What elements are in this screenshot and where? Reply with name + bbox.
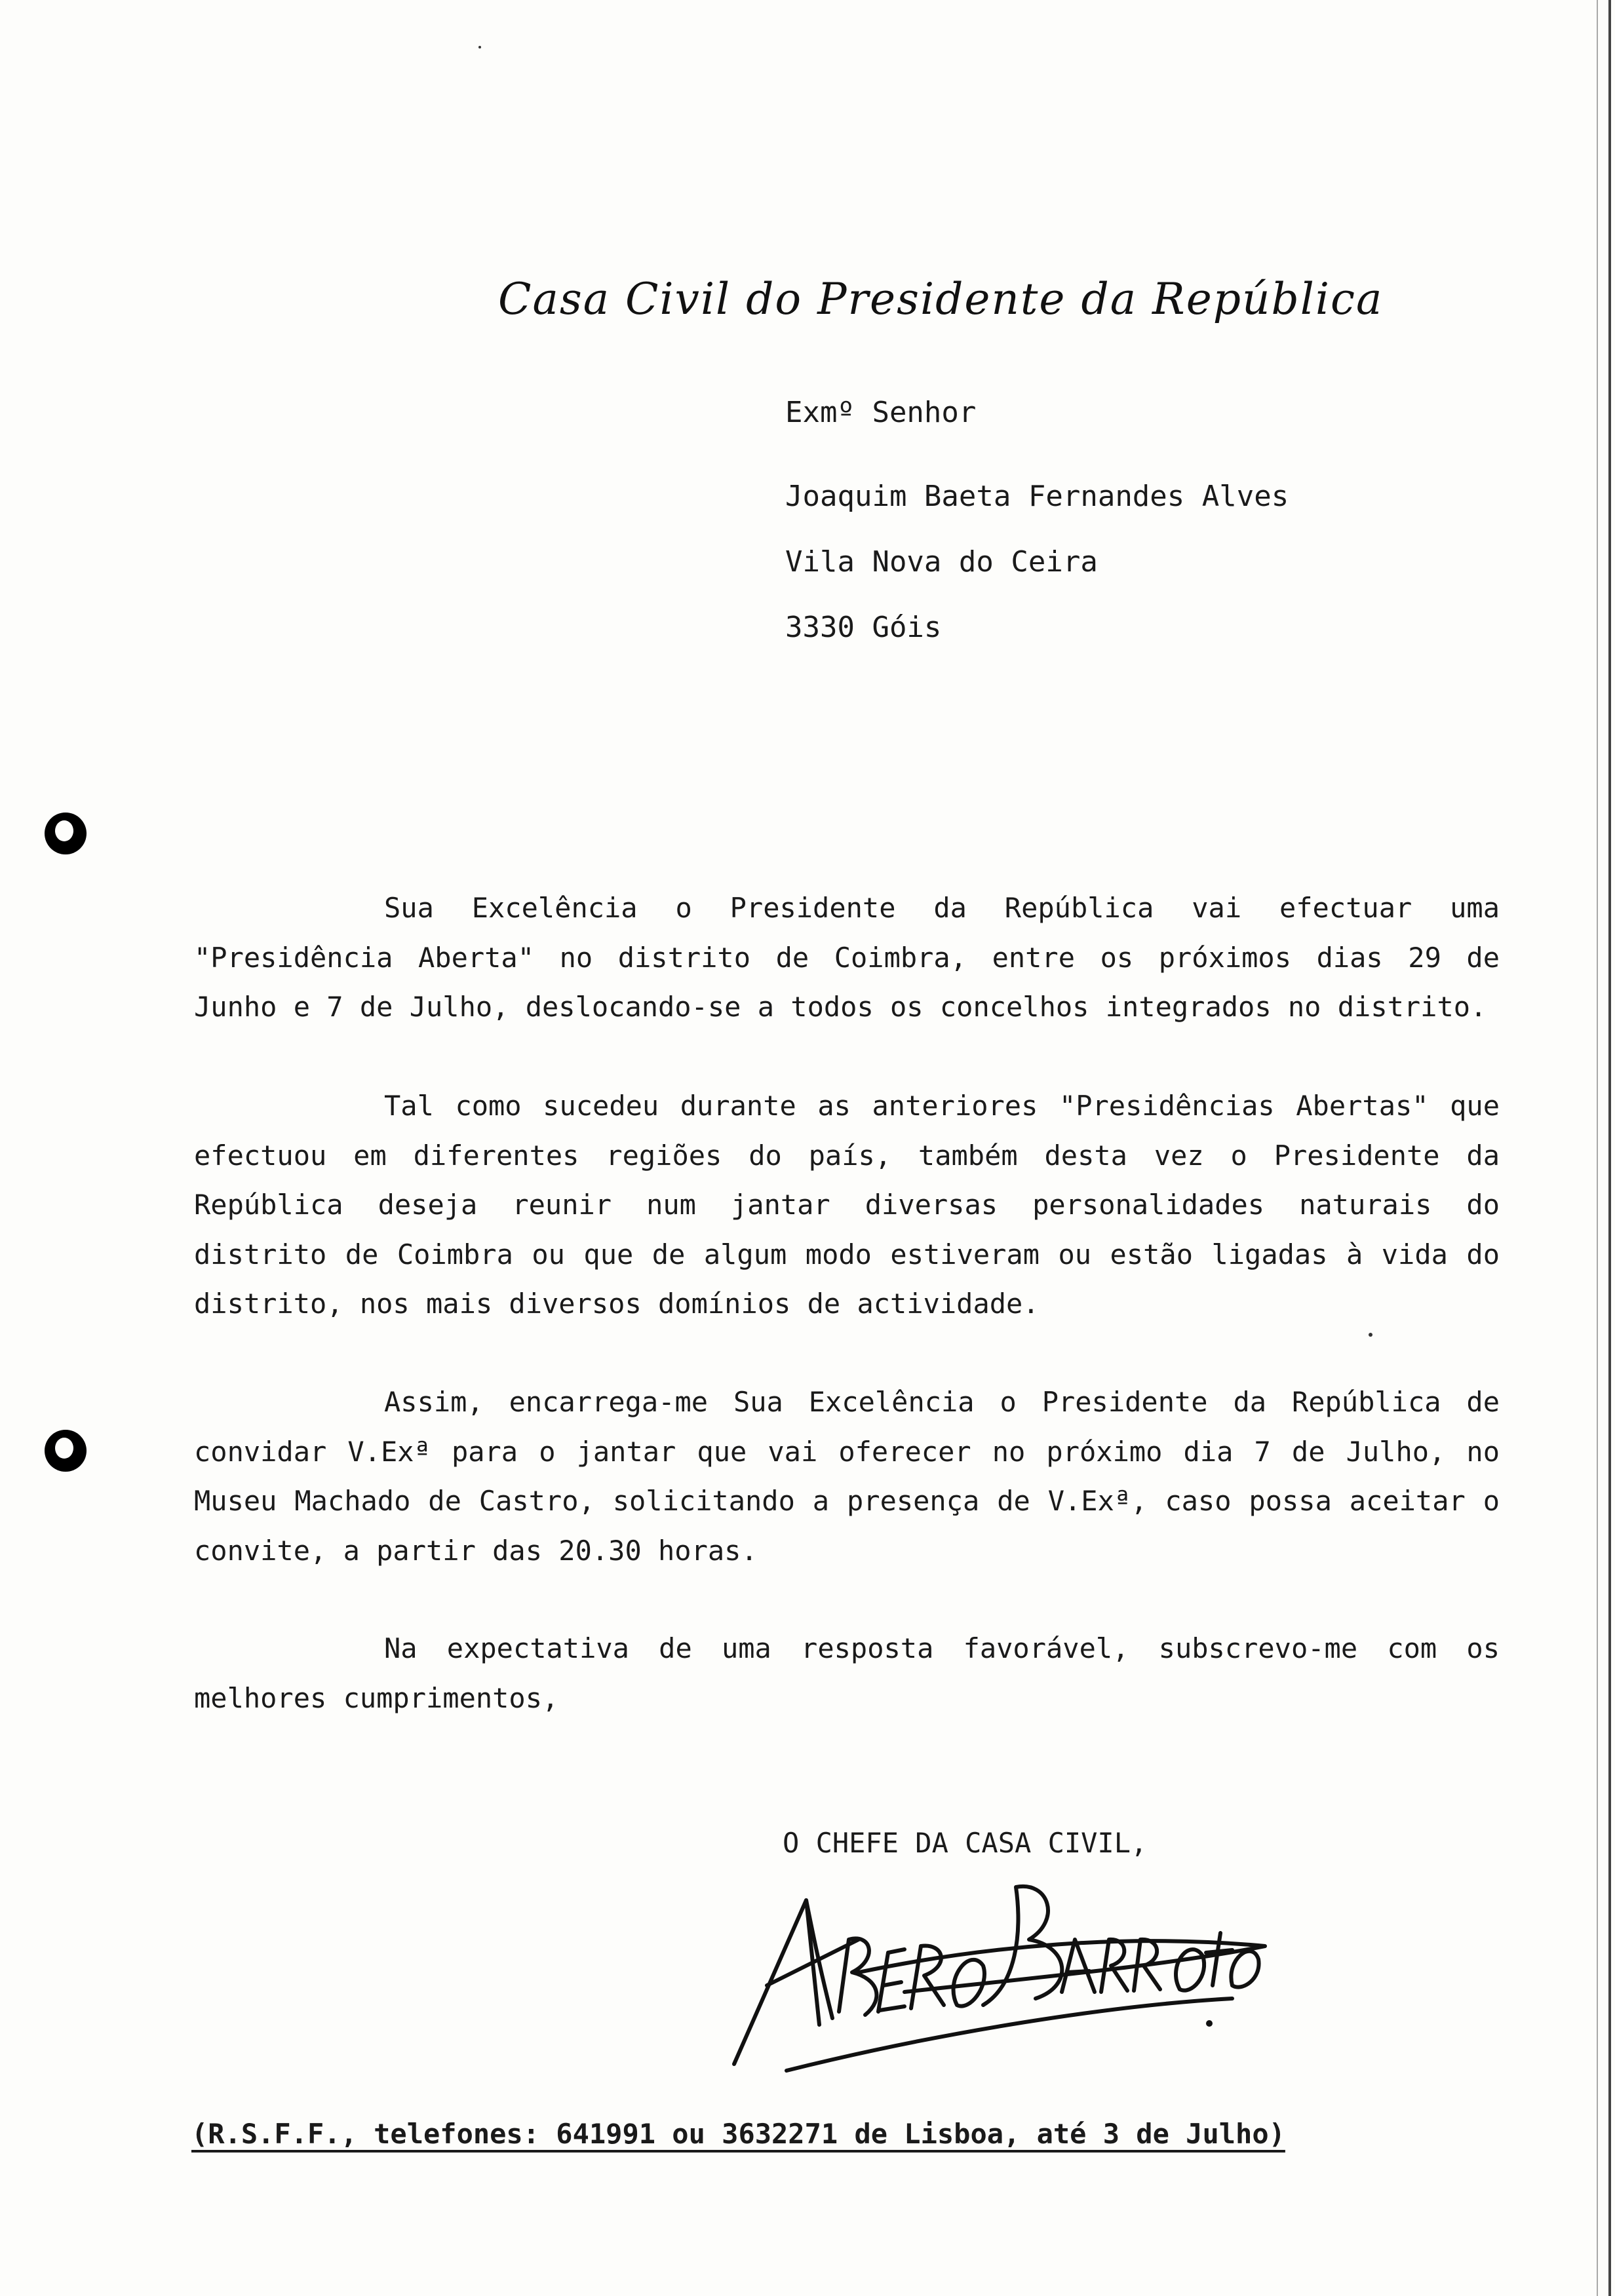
- closing-title: O CHEFE DA CASA CIVIL,: [783, 1827, 1148, 1859]
- scan-speck: [1369, 1333, 1372, 1337]
- punch-hole-top: [45, 813, 87, 854]
- body-paragraph-3: Assim, encarrega-me Sua Excelência o Presidente da República de convidar V.Exª para o jantar que vai oferecer no próximo dia 7 de Julho, no Museu Machado de Castro, solicitando a presença de V.Exª, caso possa aceitar o convite, a partir das 20.30 horas.: [194, 1386, 1500, 1567]
- footer-note: (R.S.F.F., telefones: 641991 ou 3632271 de Lisboa, até 3 de Julho): [191, 2118, 1285, 2150]
- page-edge-shadow: [1597, 0, 1598, 2296]
- body-paragraph-2: Tal como sucedeu durante as anteriores "Presidências Abertas" que efectuou em diferentes regiões do país, também desta vez o Presidente da República deseja reunir num jantar diversas personalidades naturais do distrito de Coimbra ou que de algum modo estiveram ou estão ligadas à vida do distrito, nos mais diversos domínios de actividade.: [194, 1090, 1500, 1320]
- recipient-postal: 3330 Góis: [785, 611, 942, 644]
- recipient-name: Joaquim Baeta Fernandes Alves: [785, 480, 1289, 513]
- recipient-locality: Vila Nova do Ceira: [785, 545, 1098, 579]
- handwritten-signature: [708, 1861, 1272, 2084]
- body-paragraph-1: Sua Excelência o Presidente da República vai efectuar uma "Presidência Aberta" no distrito de Coimbra, entre os próximos dias 29 de Junho e 7 de Julho, deslocando-se a todos os concelhos integrados no distrito.: [194, 892, 1500, 1023]
- scan-speck: [478, 46, 481, 48]
- recipient-salutation: Exmº Senhor: [785, 396, 977, 429]
- punch-hole-bottom: [45, 1430, 87, 1472]
- letterhead-title: Casa Civil do Presidente da República: [498, 274, 1384, 324]
- body-paragraph-4: Na expectativa de uma resposta favorável, subscrevo-me com os melhores cumprimentos,: [194, 1632, 1500, 1714]
- page-edge: [1608, 0, 1611, 2296]
